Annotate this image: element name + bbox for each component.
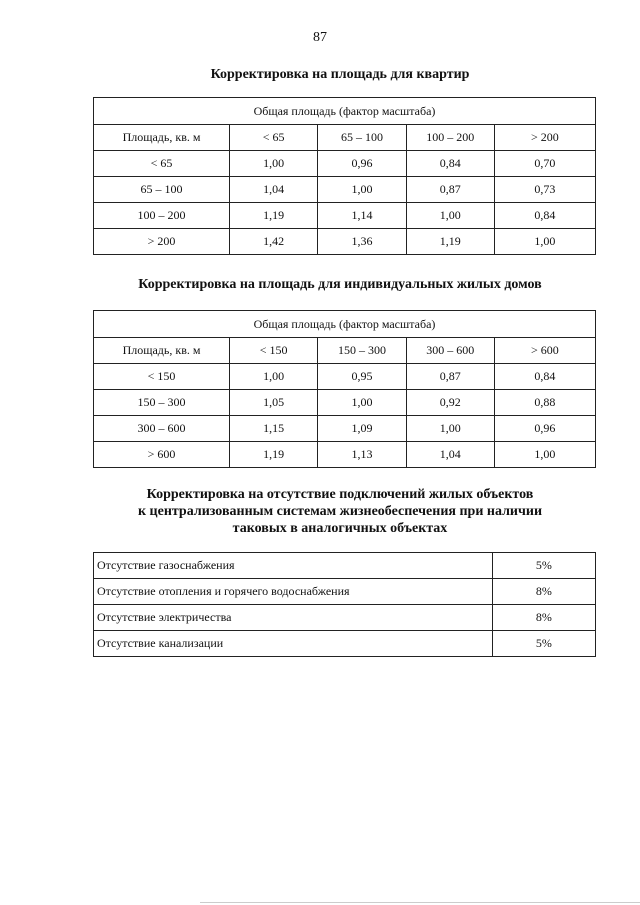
percent-cell: 8% (492, 605, 595, 631)
section3-title-line: Корректировка на отсутствие подключений жилых объектов (146, 487, 534, 502)
row-label: 300 – 600 (94, 416, 230, 442)
header-cell: 150 – 300 (318, 338, 406, 364)
value-cell: 1,00 (230, 151, 318, 177)
value-cell: 1,00 (406, 203, 494, 229)
table-row (94, 553, 596, 579)
value-cell: 1,13 (318, 442, 406, 468)
row-label: > 600 (94, 442, 230, 468)
page-number: 87 (313, 30, 327, 45)
row-label: Отсутствие электричества (94, 605, 493, 631)
value-cell: 1,09 (318, 416, 406, 442)
apartment-area-table (93, 97, 596, 255)
table-row (94, 605, 596, 631)
section3-title-line: таковых в аналогичных объектах (232, 521, 448, 536)
value-cell: 1,14 (318, 203, 406, 229)
value-cell: 1,42 (230, 229, 318, 255)
table-row (94, 177, 596, 203)
header-cell: Площадь, кв. м (94, 125, 230, 151)
table-row (94, 364, 596, 390)
table-caption: Общая площадь (фактор масштаба) (94, 311, 596, 338)
section2-title: Корректировка на площадь для индивидуальных жилых домов (138, 277, 542, 292)
value-cell: 0,96 (494, 416, 595, 442)
value-cell: 1,15 (230, 416, 318, 442)
row-label: 65 – 100 (94, 177, 230, 203)
table-row (94, 442, 596, 468)
value-cell: 0,84 (494, 203, 595, 229)
value-cell: 0,84 (406, 151, 494, 177)
value-cell: 0,92 (406, 390, 494, 416)
value-cell: 1,00 (494, 229, 595, 255)
header-cell: < 65 (230, 125, 318, 151)
house-area-table (93, 310, 596, 468)
scan-edge-line (200, 902, 640, 903)
value-cell: 1,04 (406, 442, 494, 468)
table-row (94, 229, 596, 255)
header-cell: 100 – 200 (406, 125, 494, 151)
table-row (94, 151, 596, 177)
percent-cell: 5% (492, 631, 595, 657)
row-label: Отсутствие канализации (94, 631, 493, 657)
section3-title (60, 486, 620, 537)
table-row (94, 579, 596, 605)
table-row (94, 416, 596, 442)
row-label: > 200 (94, 229, 230, 255)
value-cell: 0,96 (318, 151, 406, 177)
value-cell: 0,88 (494, 390, 595, 416)
row-label: Отсутствие отопления и горячего водоснабжения (94, 579, 493, 605)
row-label: < 65 (94, 151, 230, 177)
value-cell: 0,95 (318, 364, 406, 390)
value-cell: 1,05 (230, 390, 318, 416)
value-cell: 1,19 (230, 442, 318, 468)
value-cell: 0,70 (494, 151, 595, 177)
value-cell: 1,36 (318, 229, 406, 255)
value-cell: 0,84 (494, 364, 595, 390)
percent-cell: 5% (492, 553, 595, 579)
table-row (94, 631, 596, 657)
header-cell: 300 – 600 (406, 338, 494, 364)
value-cell: 0,73 (494, 177, 595, 203)
row-label: 100 – 200 (94, 203, 230, 229)
value-cell: 1,19 (406, 229, 494, 255)
table-row (94, 203, 596, 229)
header-cell: Площадь, кв. м (94, 338, 230, 364)
value-cell: 1,00 (318, 390, 406, 416)
section1-title: Корректировка на площадь для квартир (210, 67, 470, 82)
header-cell: 65 – 100 (318, 125, 406, 151)
row-label: < 150 (94, 364, 230, 390)
value-cell: 0,87 (406, 364, 494, 390)
value-cell: 0,87 (406, 177, 494, 203)
value-cell: 1,19 (230, 203, 318, 229)
percent-cell: 8% (492, 579, 595, 605)
value-cell: 1,00 (494, 442, 595, 468)
section3-title-line: к централизованным системам жизнеобеспечения при наличии (137, 504, 543, 519)
value-cell: 1,00 (230, 364, 318, 390)
row-label: Отсутствие газоснабжения (94, 553, 493, 579)
header-cell: < 150 (230, 338, 318, 364)
table-caption: Общая площадь (фактор масштаба) (94, 98, 596, 125)
value-cell: 1,00 (406, 416, 494, 442)
value-cell: 1,00 (318, 177, 406, 203)
header-cell: > 200 (494, 125, 595, 151)
value-cell: 1,04 (230, 177, 318, 203)
row-label: 150 – 300 (94, 390, 230, 416)
utility-connection-table (93, 552, 596, 657)
header-cell: > 600 (494, 338, 595, 364)
table-row (94, 390, 596, 416)
